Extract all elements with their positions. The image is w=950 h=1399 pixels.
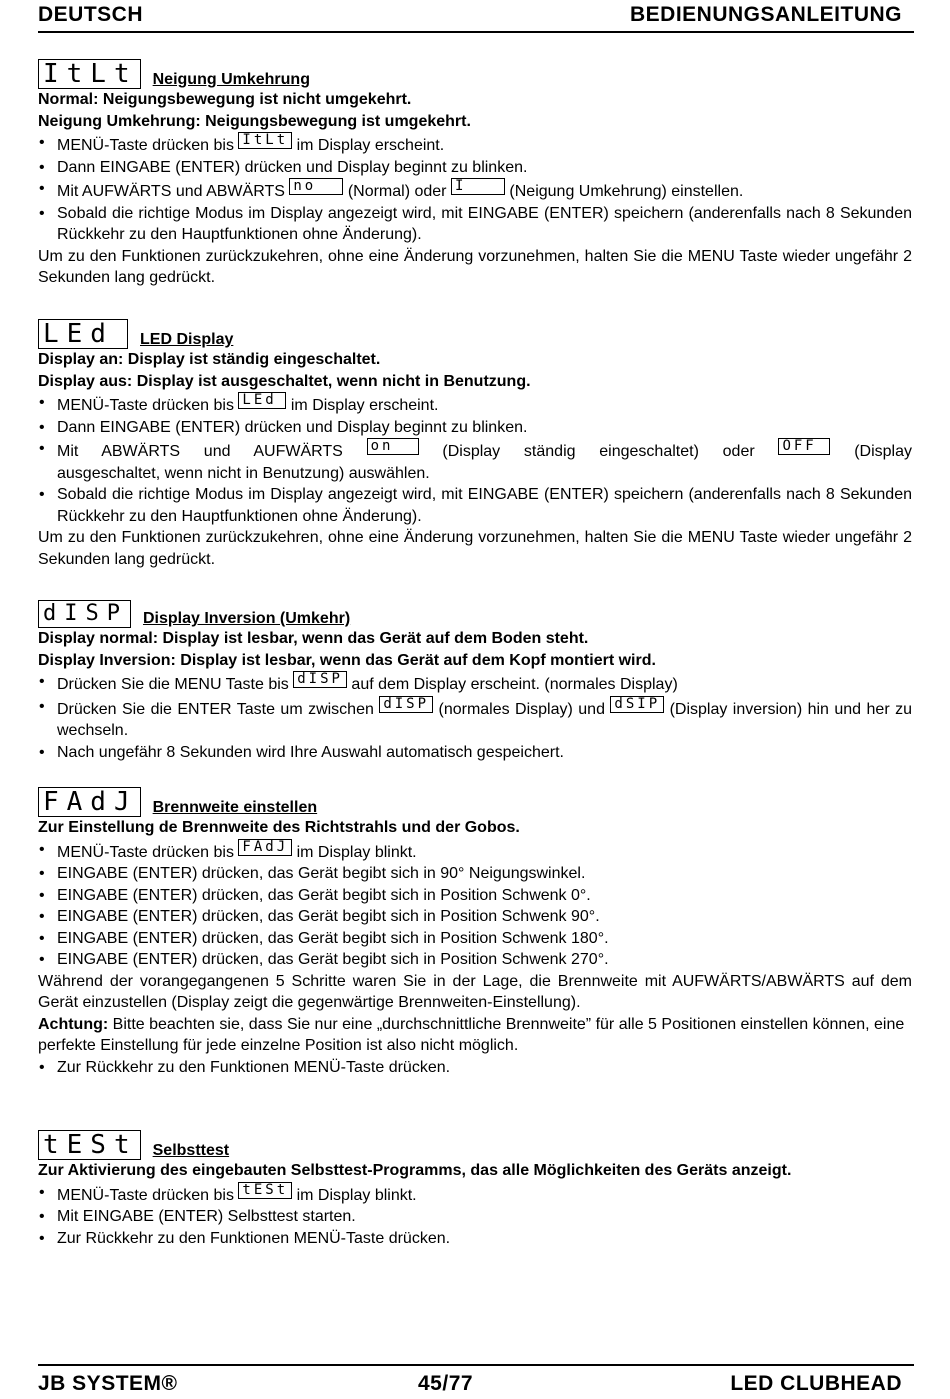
bold-line: Zur Aktivierung des eingebauten Selbsttest-Programms, das alle Möglichkeiten des Geräts anzeigt. — [38, 1162, 792, 1179]
list-item: • Drücken Sie die MENU Taste bis dISP auf dem Display erscheint. (normales Display) — [38, 671, 912, 696]
section-title-row — [38, 1130, 912, 1160]
lcd-dsip-icon: dSIP — [610, 696, 664, 713]
section-title-row — [38, 319, 912, 349]
section-title: Display Inversion (Umkehr) — [142, 610, 351, 627]
list-item: • EINGABE (ENTER) drücken, das Gerät begibt sich in Position Schwenk 90°. — [38, 906, 912, 928]
bullet-list — [38, 392, 912, 527]
footer-page-number: 45/77 — [418, 1372, 474, 1395]
lcd-off-icon: OFF — [778, 438, 830, 455]
bold-line: Neigung Umkehrung: Neigungsbewegung ist umgekehrt. — [38, 112, 471, 130]
lcd-no-icon: no — [289, 178, 343, 195]
lcd-itlt-icon: ItLt — [238, 132, 292, 149]
lcd-test-icon: tESt — [238, 1182, 292, 1199]
footer-brand: JB SYSTEM® — [38, 1372, 178, 1395]
lcd-led-icon: LEd — [238, 392, 286, 409]
bold-line: Display aus: Display ist ausgeschaltet, wenn nicht in Benutzung. — [38, 372, 531, 390]
bullet-list — [38, 1182, 912, 1250]
list-item: • MENÜ-Taste drücken bis tESt im Display blinkt. — [38, 1182, 912, 1207]
bold-line: Normal: Neigungsbewegung ist nicht umgekehrt. — [38, 91, 412, 108]
section-title-row — [38, 787, 912, 817]
section-title: LED Display — [140, 331, 234, 348]
bold-line: Display normal: Display ist lesbar, wenn das Gerät auf dem Boden steht. — [38, 630, 589, 647]
display-icon-fadj: FAdJ — [38, 787, 141, 817]
paragraph: Während der vorangegangenen 5 Schritte waren Sie in der Lage, die Brennweite mit AUFWÄRTS/ABWÄRTS auf dem Gerät einzustellen (Display zeigt die gegenwärtige Brennweiten-Einstellung). — [38, 972, 912, 1011]
list-item: • EINGABE (ENTER) drücken, das Gerät begibt sich in Position Schwenk 0°. — [38, 885, 912, 907]
list-item: • MENÜ-Taste drücken bis FAdJ im Display blinkt. — [38, 839, 912, 864]
section-tilt-inversion — [38, 59, 912, 289]
list-item: • Mit EINGABE (ENTER) Selbsttest starten. — [38, 1206, 912, 1228]
list-item: • MENÜ-Taste drücken bis LEd im Display erscheint. — [38, 392, 912, 417]
warning-paragraph: Achtung: Bitte beachten sie, dass Sie nur eine „durchschnittliche Brennweite” für alle 5 Positionen einstellen können, eine perfekte Einstellung für jede einzelne Position ist also nicht möglich. — [38, 1015, 905, 1054]
lcd-fadj-icon: FAdJ — [238, 839, 292, 856]
warning-label: Achtung: — [38, 1015, 109, 1033]
list-item: • Mit AUFWÄRTS und ABWÄRTS no (Normal) oder I (Neigung Umkehrung) einstellen. — [38, 178, 912, 203]
section-focus-adjust — [38, 787, 912, 1078]
paragraph: Um zu den Funktionen zurückzukehren, ohne eine Änderung vorzunehmen, halten Sie die MENU Taste wieder ungefähr 2 Sekunden lang gedrückt. — [38, 247, 912, 286]
bullet-list — [38, 1057, 912, 1079]
bold-line: Zur Einstellung de Brennweite des Richtstrahls und der Gobos. — [38, 819, 520, 836]
lcd-disp-icon: dISP — [379, 696, 433, 713]
bullet-list — [38, 671, 912, 763]
list-item: • EINGABE (ENTER) drücken, das Gerät begibt sich in Position Schwenk 270°. — [38, 949, 912, 971]
display-icon-disp: dISP — [38, 600, 131, 628]
header-language: DEUTSCH — [38, 3, 144, 26]
list-item: • Mit ABWÄRTS und AUFWÄRTS on (Display ständig eingeschaltet) oder OFF (Display ausgeschaltet, wenn nicht in Benutzung) auswählen. — [38, 438, 912, 484]
bold-line: Display an: Display ist ständig eingeschaltet. — [38, 351, 381, 368]
lcd-on-icon: on — [367, 438, 419, 455]
list-item: • Nach ungefähr 8 Sekunden wird Ihre Auswahl automatisch gespeichert. — [38, 742, 912, 764]
display-icon-led: LEd — [38, 319, 128, 349]
bullet-list — [38, 839, 912, 971]
bullet-list — [38, 132, 912, 246]
section-title: Brennweite einstellen — [152, 799, 318, 816]
paragraph: Um zu den Funktionen zurückzukehren, ohne eine Änderung vorzunehmen, halten Sie die MENU Taste wieder ungefähr 2 Sekunden lang gedrückt. — [38, 529, 912, 568]
bold-line: Display Inversion: Display ist lesbar, wenn das Gerät auf dem Kopf montiert wird. — [38, 651, 656, 669]
section-self-test — [38, 1130, 912, 1249]
display-icon-test: tESt — [38, 1130, 141, 1160]
list-item: • Dann EINGABE (ENTER) drücken und Display beginnt zu blinken. — [38, 157, 912, 179]
lcd-inverted-icon: I — [451, 178, 505, 195]
list-item: • Drücken Sie die ENTER Taste um zwischen dISP (normales Display) und dSIP (Display inversion) hin und her zu wechseln. — [38, 696, 912, 742]
section-title-row — [38, 59, 912, 89]
section-display-inversion — [38, 600, 912, 763]
list-item: • Sobald die richtige Modus im Display angezeigt wird, mit EINGABE (ENTER) speichern (anderenfalls nach 8 Sekunden Rückkehr zu den Hauptfunktionen ohne Änderung). — [38, 203, 912, 246]
list-item: • Sobald die richtige Modus im Display angezeigt wird, mit EINGABE (ENTER) speichern (anderenfalls nach 8 Sekunden Rückkehr zu den Hauptfunktionen ohne Änderung). — [38, 484, 912, 527]
section-title: Selbsttest — [152, 1142, 230, 1159]
list-item: • Zur Rückkehr zu den Funktionen MENÜ-Taste drücken. — [38, 1228, 912, 1250]
display-icon-itlt: ItLt — [38, 59, 141, 89]
list-item: • MENÜ-Taste drücken bis ItLt im Display erscheint. — [38, 132, 912, 157]
footer-product: LED CLUBHEAD — [730, 1372, 902, 1395]
header-doc-type: BEDIENUNGSANLEITUNG — [629, 3, 902, 26]
section-title: Neigung Umkehrung — [152, 71, 310, 88]
page-footer — [38, 1364, 914, 1399]
page-header — [38, 0, 914, 33]
list-item: • EINGABE (ENTER) drücken, das Gerät begibt sich in Position Schwenk 180°. — [38, 928, 912, 950]
list-item: • Dann EINGABE (ENTER) drücken und Display beginnt zu blinken. — [38, 417, 912, 439]
lcd-disp-icon: dISP — [293, 671, 347, 688]
list-item: • Zur Rückkehr zu den Funktionen MENÜ-Taste drücken. — [38, 1057, 912, 1079]
section-led-display — [38, 319, 912, 570]
list-item: • EINGABE (ENTER) drücken, das Gerät begibt sich in 90° Neigungswinkel. — [38, 863, 912, 885]
section-title-row — [38, 600, 912, 628]
